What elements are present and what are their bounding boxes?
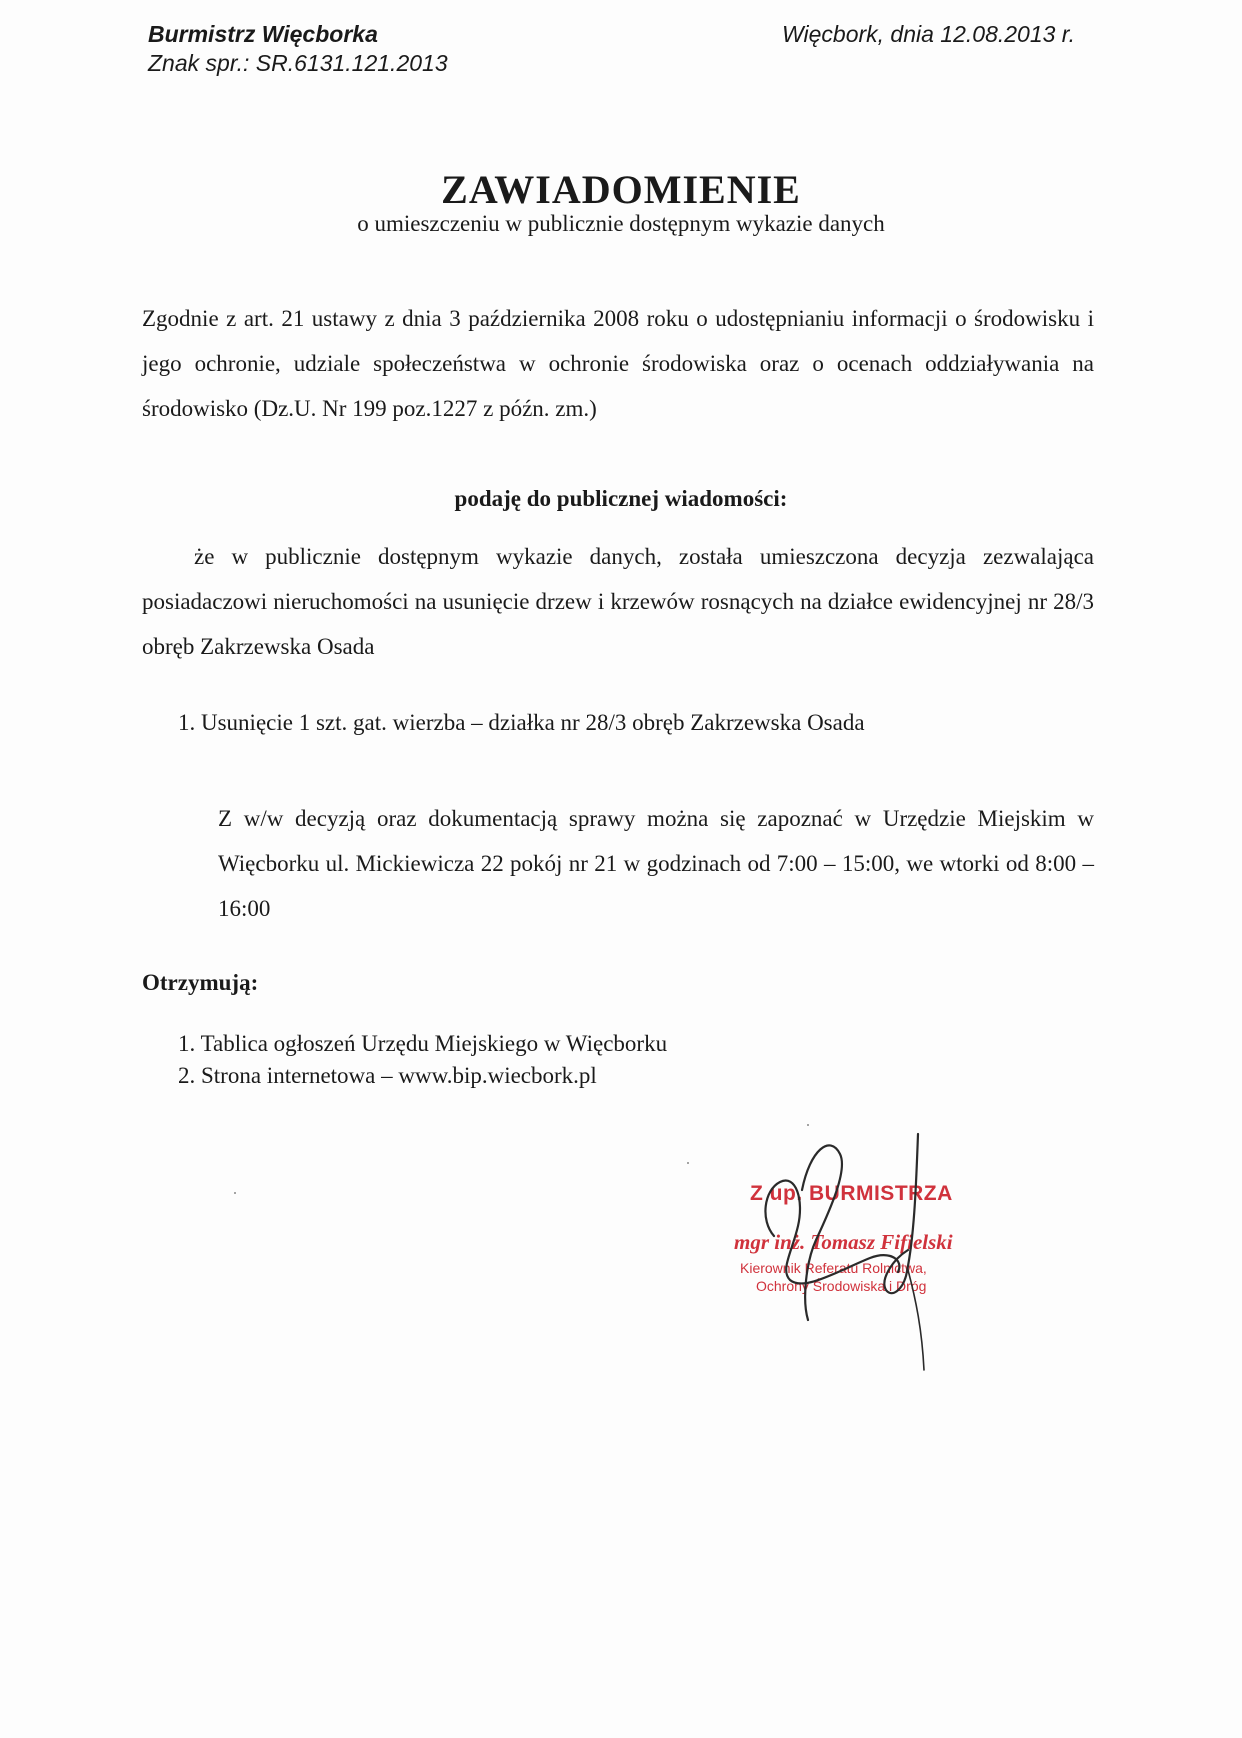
recipient-item: 2. Strona internetowa – www.bip.wiecbork.pl [178, 1063, 597, 1088]
scan-speck [807, 1124, 809, 1126]
recipient-item: 1. Tablica ogłoszeń Urzędu Miejskiego w Więcborku [178, 1031, 668, 1056]
stamp-signatory-name: mgr inż. Tomasz Fifielski [734, 1230, 953, 1254]
stamp-position-line: Kierownik Referatu Rolnictwa, [740, 1260, 927, 1276]
document-subtitle: o umieszczeniu w publicznie dostępnym wykazie danych [357, 211, 885, 236]
recipients-heading: Otrzymują: [142, 970, 259, 995]
announcement-heading: podaję do publicznej wiadomości: [454, 486, 788, 511]
issuer-name: Burmistrz Więcborka [148, 21, 378, 47]
recipients-list [178, 1028, 667, 1092]
stamp-authority-line: Z up. BURMISTRZA [750, 1182, 953, 1205]
handwritten-signature-icon [720, 1130, 1010, 1390]
decision-item: 1. Usunięcie 1 szt. gat. wierzba – działka nr 28/3 obręb Zakrzewska Osada [178, 710, 865, 735]
legal-basis-paragraph: Zgodnie z art. 21 ustawy z dnia 3 października 2008 roku o udostępnianiu informacji o środowisku i jego ochronie, udziale społeczeństwa w ochronie środowiska oraz o ocenach oddziaływania na środowisko (Dz.U. Nr 199 poz.1227 z późn. zm.) [142, 306, 1094, 421]
case-reference: Znak spr.: SR.6131.121.2013 [148, 49, 448, 76]
scan-speck [234, 1192, 236, 1194]
document-title: ZAWIADOMIENIE [441, 167, 801, 212]
official-stamp [720, 1130, 1010, 1390]
scan-speck [687, 1162, 689, 1164]
stamp-department-line: Ochrony Środowiska i Dróg [756, 1278, 927, 1294]
header-issuer-block [148, 20, 448, 78]
office-info-paragraph: Z w/w decyzją oraz dokumentacją sprawy można się zapoznać w Urzędzie Miejskim w Więcborku ul. Mickiewicza 22 pokój nr 21 w godzinach od 7:00 – 15:00, we wtorki od 8:00 – 16:00 [218, 806, 1094, 921]
decision-paragraph: że w publicznie dostępnym wykazie danych, została umieszczona decyzja zezwalająca posiadaczowi nieruchomości na usunięcie drzew i krzewów rosnących na działce ewidencyjnej nr 28/3 obręb Zakrzewska Osada [142, 544, 1094, 659]
place-date: Więcbork, dnia 12.08.2013 r. [782, 21, 1076, 47]
